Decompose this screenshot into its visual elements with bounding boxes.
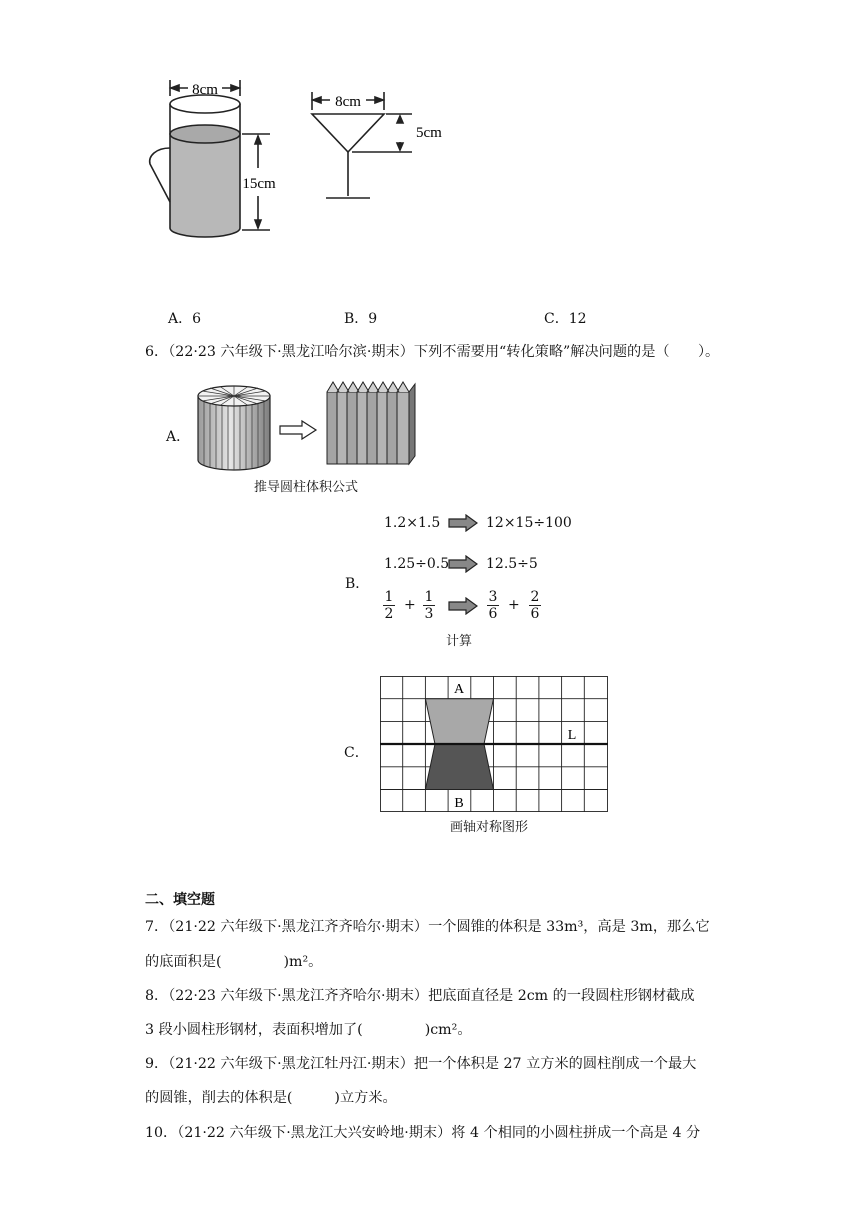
- shape-b-label: B: [454, 796, 464, 811]
- fraction-denominator: 3: [424, 606, 434, 622]
- q6-option-a-caption: 推导圆柱体积公式: [254, 480, 359, 495]
- q5-option-c[interactable]: [544, 309, 587, 329]
- plus-sign: +: [508, 597, 520, 613]
- calc-row-3-arrow-icon: [448, 597, 478, 615]
- option-letter: C．: [544, 311, 569, 327]
- transform-arrow-icon: [280, 421, 316, 439]
- q7-line-1: 7．（21·22 六年级下·黑龙江齐齐哈尔·期末）一个圆锥的体积是 33m³，高是 3m，那么它: [145, 919, 710, 935]
- q5-option-a[interactable]: [168, 309, 201, 329]
- q6-option-c-caption: 画轴对称图形: [450, 820, 529, 835]
- fraction-left-2: [422, 589, 436, 622]
- fraction-numerator: 2: [530, 589, 540, 605]
- q6-stem: 6．（22·23 六年级下·黑龙江哈尔滨·期末）下列不需要用“转化策略”解决问题的是（ ）。: [145, 344, 720, 360]
- q5-option-b[interactable]: [344, 309, 377, 329]
- fraction-numerator: 1: [384, 589, 394, 605]
- calc-row-2-left: 1.25÷0.5: [384, 556, 450, 572]
- fraction-denominator: 6: [530, 606, 540, 622]
- fraction-denominator: 6: [488, 606, 498, 622]
- calc-row-3: [382, 589, 552, 625]
- q8-text-after-blank: )cm²。: [424, 1022, 472, 1038]
- section-title: 二、填空题: [145, 892, 215, 908]
- q8-text-before-blank: 3 段小圆柱形钢材，表面积增加了(: [145, 1022, 363, 1038]
- q9-line-2: [145, 1088, 397, 1108]
- q10-line-1: 10．（21·22 六年级下·黑龙江大兴安岭地·期末）将 4 个相同的小圆柱拼成一个高是 4 分: [145, 1125, 701, 1141]
- jug-height-label: 15cm: [242, 176, 276, 192]
- shape-b: [425, 744, 493, 790]
- plus-sign: +: [404, 597, 416, 613]
- q8-line-1: 8．（22·23 六年级下·黑龙江齐齐哈尔·期末）把底面直径是 2cm 的一段圆柱形钢材截成: [145, 988, 695, 1004]
- q9-line-1: 9．（21·22 六年级下·黑龙江牡丹江·期末）把一个体积是 27 立方米的圆柱削成一个最大: [145, 1056, 697, 1072]
- goblet-drawing: [312, 92, 412, 198]
- option-value: 9: [368, 311, 378, 327]
- calc-row-1-arrow-icon: [448, 514, 478, 532]
- goblet-depth-label: 5cm: [416, 125, 442, 141]
- symmetry-grid-figure: [380, 676, 609, 813]
- fraction-right-1: [486, 589, 500, 622]
- option-value: 12: [568, 311, 587, 327]
- cuboid-slices-drawing: [327, 382, 415, 464]
- cylinder-transform-figure: [190, 372, 420, 477]
- q7-text-before-blank: 的底面积是(: [145, 954, 222, 970]
- q6-option-a-letter[interactable]: A．: [166, 429, 191, 445]
- q9-text-after-blank: )立方米。: [334, 1090, 397, 1106]
- jug-diameter-label: 8cm: [192, 82, 218, 98]
- calc-row-2-arrow-icon: [448, 555, 478, 573]
- calc-row-2-right: 12.5÷5: [486, 556, 538, 572]
- shape-a-label: A: [453, 682, 465, 697]
- fraction-numerator: 1: [424, 589, 434, 605]
- q6-option-b-caption: 计算: [446, 634, 473, 649]
- q7-line-2: [145, 952, 322, 972]
- jug-drawing: [150, 80, 270, 237]
- calc-row-1-right: 12×15÷100: [486, 515, 572, 531]
- calc-row-1-left: 1.2×1.5: [384, 515, 441, 531]
- q5-figure: [140, 70, 460, 250]
- option-value: 6: [192, 311, 202, 327]
- fraction-right-2: [528, 589, 542, 622]
- fraction-left-1: [382, 589, 396, 622]
- q9-text-before-blank: 的圆锥，削去的体积是(: [145, 1090, 293, 1106]
- goblet-diameter-label: 8cm: [335, 94, 361, 110]
- q6-option-c-letter[interactable]: C．: [344, 745, 369, 761]
- cylinder-drawing: [198, 386, 270, 470]
- shape-a: [425, 699, 493, 744]
- option-letter: A．: [168, 311, 193, 327]
- option-letter: B．: [344, 311, 369, 327]
- q8-line-2: [145, 1020, 472, 1040]
- fraction-numerator: 3: [488, 589, 498, 605]
- q6-option-b-letter[interactable]: B．: [345, 576, 370, 592]
- axis-l-label: L: [567, 728, 577, 743]
- fraction-denominator: 2: [384, 606, 394, 622]
- q7-text-after-blank: )m²。: [283, 954, 323, 970]
